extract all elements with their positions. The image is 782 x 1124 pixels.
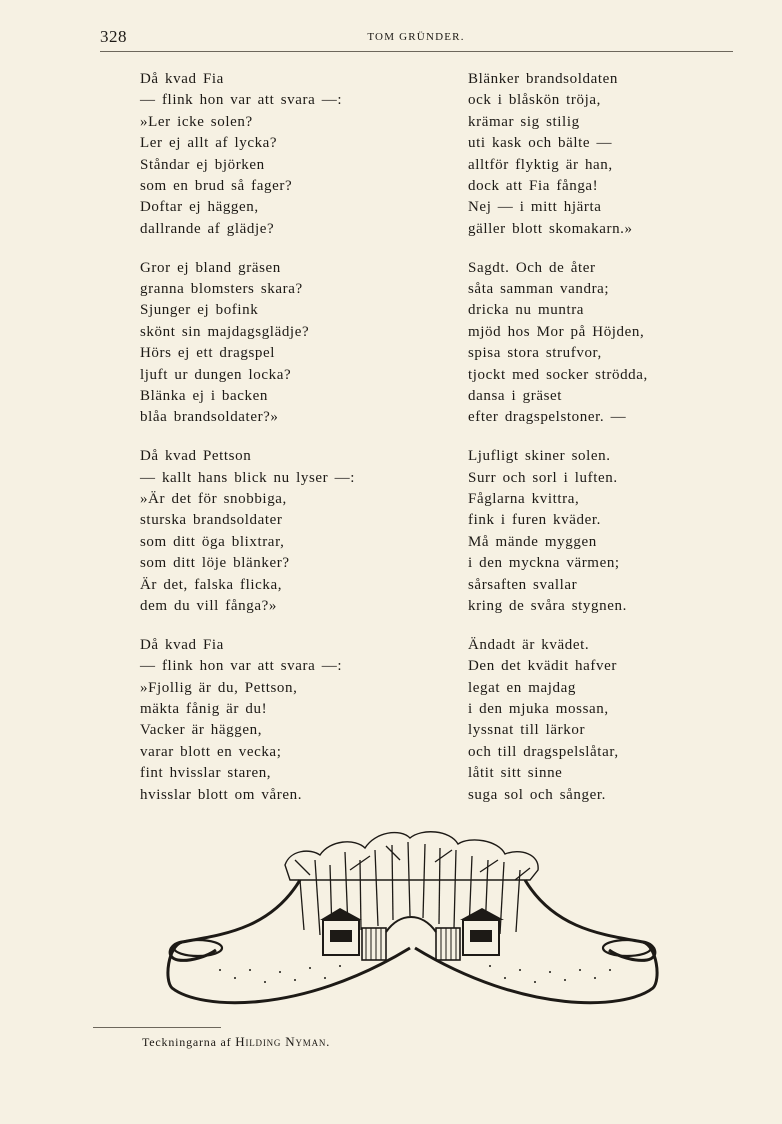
verse-line: Då kvad Fia — [140, 636, 224, 653]
verse-line: — flink hon var att svara —: — [140, 92, 343, 109]
stanza — [140, 446, 440, 617]
verse-line: ljuft ur dungen locka? — [140, 366, 292, 383]
verse-line: efter dragspelstoner. — — [468, 409, 627, 426]
verse-line: — flink hon var att svara —: — [140, 658, 343, 675]
verse-line: Blänka ej i backen — [140, 387, 269, 404]
verse-line: Hörs ej ett dragspel — [140, 345, 276, 362]
verse-line: »Är det för snobbiga, — [140, 491, 287, 508]
verse-line: ock i blåskön tröja, — [468, 92, 601, 109]
verse-line: uti kask och bälte — — [468, 135, 613, 152]
verse-line: Sagdt. Och de åter — [468, 259, 596, 276]
verse-line: mjöd hos Mor på Höjden, — [468, 323, 645, 340]
verse-line: Vacker är häggen, — [140, 722, 263, 739]
verse-line: blåa brandsoldater?» — [140, 409, 279, 426]
verse-line: granna blomsters skara? — [140, 281, 303, 298]
verse-line: varar blott en vecka; — [140, 743, 282, 760]
artist-name: Hilding Nyman. — [235, 1034, 331, 1049]
verse-line: som ditt öga blixtrar, — [140, 533, 285, 550]
footer-rule — [93, 1027, 221, 1028]
verse-line: som en brud så fager? — [140, 177, 293, 194]
verse-line: alltför flyktig är han, — [468, 156, 613, 173]
verse-line: låtit sitt sinne — [468, 765, 563, 782]
stanza — [468, 446, 768, 617]
poem-left-column — [140, 69, 440, 824]
verse-line: dem du vill fånga?» — [140, 597, 277, 614]
credit-prefix: Teckningarna af — [142, 1035, 236, 1049]
verse-line: lyssnat till lärkor — [468, 722, 586, 739]
verse-line: sårsaften svallar — [468, 576, 578, 593]
verse-line: Nej — i mitt hjärta — [468, 199, 602, 216]
verse-line: som ditt löje blänker? — [140, 555, 290, 572]
stanza — [468, 258, 768, 429]
verse-line: i den mjuka mossan, — [468, 701, 609, 718]
verse-line: Surr och sorl i luften. — [468, 469, 618, 486]
poem-right-column — [468, 69, 768, 824]
stanza — [468, 69, 768, 240]
header-rule — [100, 51, 733, 52]
verse-line: Ståndar ej björken — [140, 156, 265, 173]
verse-line: Ljufligt skiner solen. — [468, 448, 611, 465]
verse-line: Sjunger ej bofink — [140, 302, 259, 319]
verse-line: sturska brandsoldater — [140, 512, 283, 529]
verse-line: tjockt med socker strödda, — [468, 366, 648, 383]
verse-line: Må mände myggen — [468, 533, 597, 550]
verse-line: Doftar ej häggen, — [140, 199, 259, 216]
illustration-credit — [142, 1034, 330, 1050]
verse-line: Är det, falska flicka, — [140, 576, 283, 593]
verse-line: Ler ej allt af lycka? — [140, 135, 278, 152]
verse-line: »Ler icke solen? — [140, 113, 253, 130]
verse-line: spisa stora strufvor, — [468, 345, 602, 362]
verse-line: kring de svåra stygnen. — [468, 597, 627, 614]
verse-line: såta samman vandra; — [468, 281, 610, 298]
verse-line: Fåglarna kvittra, — [468, 491, 580, 508]
verse-line: Ändadt är kvädet. — [468, 636, 590, 653]
verse-line: Då kvad Pettson — [140, 448, 252, 465]
stanza — [140, 635, 440, 806]
verse-line: dricka nu muntra — [468, 302, 585, 319]
verse-line: skönt sin majdagsglädje? — [140, 323, 310, 340]
stanza — [140, 258, 440, 429]
verse-line: Då kvad Fia — [140, 71, 224, 87]
verse-line: suga sol och sånger. — [468, 786, 606, 803]
verse-line: fint hvisslar staren, — [140, 765, 272, 782]
stanza — [140, 69, 440, 240]
verse-line: dallrande af glädje? — [140, 220, 275, 237]
verse-line: mäkta fånig är du! — [140, 701, 268, 718]
verse-line: dock att Fia fånga! — [468, 177, 599, 194]
verse-line: krämar sig stilig — [468, 113, 580, 130]
park-gate-illustration — [160, 820, 665, 1015]
verse-line: »Fjollig är du, Pettson, — [140, 679, 298, 696]
verse-line: Den det kvädit hafver — [468, 658, 617, 675]
verse-line: gäller blott skomakarn.» — [468, 220, 633, 237]
stanza — [468, 635, 768, 806]
verse-line: och till dragspelslåtar, — [468, 743, 619, 760]
verse-line: — kallt hans blick nu lyser —: — [140, 469, 355, 486]
verse-line: fink i furen kväder. — [468, 512, 601, 529]
verse-line: i den myckna värmen; — [468, 555, 620, 572]
verse-line: Gror ej bland gräsen — [140, 259, 281, 276]
verse-line: legat en majdag — [468, 679, 576, 696]
verse-line: Blänker brandsoldaten — [468, 71, 618, 87]
decorative-illustration — [160, 820, 665, 1015]
page-number: 328 — [100, 27, 127, 46]
verse-line: dansa i gräset — [468, 387, 563, 404]
verse-line: hvisslar blott om våren. — [140, 786, 303, 803]
running-title: TOM GRÜNDER. — [367, 31, 465, 43]
